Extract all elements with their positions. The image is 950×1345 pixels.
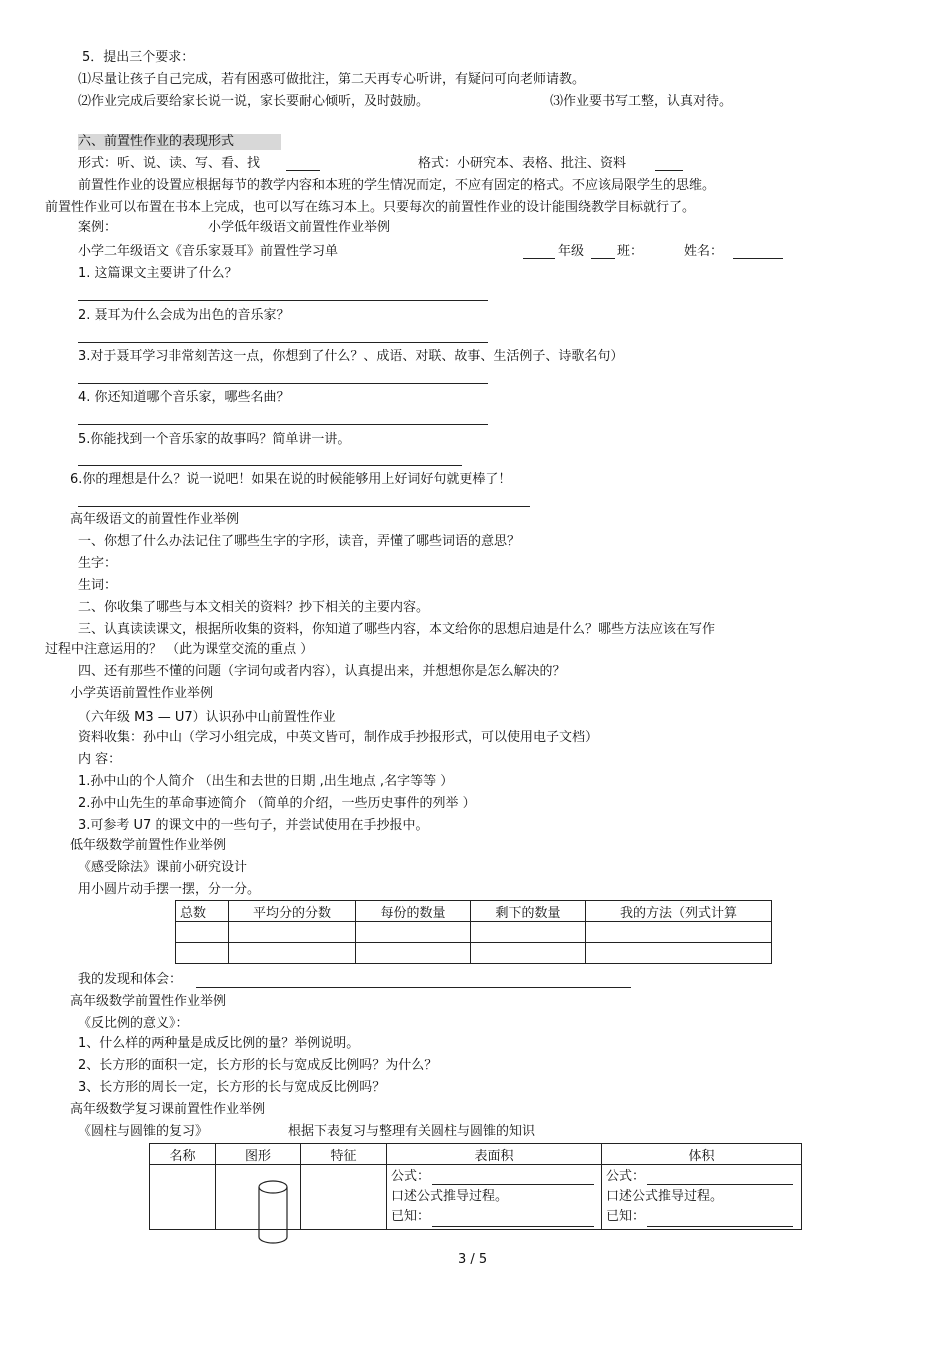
english-item-1: 1.孙中山的个人简介 （出生和去世的日期 ,出生地点 ,名字等等 ） bbox=[78, 774, 454, 789]
grade-blank bbox=[523, 258, 555, 259]
table-header-row bbox=[150, 1144, 802, 1165]
header-each: 每份的数量 bbox=[356, 901, 471, 922]
header-parts: 平均分的分数 bbox=[229, 901, 356, 922]
forms-underline bbox=[286, 170, 320, 171]
page-number: 3 / 5 bbox=[458, 1252, 488, 1267]
header-feature: 特征 bbox=[301, 1144, 387, 1165]
english-item-3: 3.可参考 U7 的课文中的一些句子，并尝试使用在手抄报中。 bbox=[78, 818, 429, 833]
question-5: 5.你能找到一个音乐家的故事吗？简单讲一讲。 bbox=[78, 432, 351, 447]
case-label: 案例： bbox=[78, 220, 118, 235]
section-6-paragraph-2: 前置性作业可以布置在书本上完成，也可以写在练习本上。只要每次的前置性作业的设计能围绕教学目标就行了。 bbox=[45, 200, 696, 215]
high-chinese-q1: 一、你想了什么办法记住了哪些生字的字形，读音，弄懂了哪些词语的意思？ bbox=[78, 534, 521, 549]
english-item-2: 2.孙中山先生的革命事迹简介 （简单的介绍，一些历史事件的列举 ） bbox=[78, 796, 476, 811]
volume-derive-label: 口述公式推导过程。 bbox=[606, 1189, 724, 1204]
name-blank bbox=[733, 258, 783, 259]
surface-derive-label: 口述公式推导过程。 bbox=[391, 1189, 509, 1204]
header-remainder: 剩下的数量 bbox=[471, 901, 586, 922]
forms-line: 形式：听、说、读、写、看、找 bbox=[78, 156, 261, 171]
high-chinese-q3-line1: 三、认真读读课文，根据所收集的资料，你知道了哪些内容，本文给你的思想启迪是什么？哪些方法应该在写作 bbox=[78, 622, 716, 637]
table-header-row bbox=[176, 901, 772, 922]
division-table bbox=[175, 900, 772, 964]
high-chinese-q3-line2: 过程中注意运用的？ （此为课堂交流的重点 ） bbox=[45, 642, 314, 657]
question-4: 4. 你还知道哪个音乐家，哪些名曲？ bbox=[78, 390, 290, 405]
answer-line-1 bbox=[78, 300, 488, 301]
low-math-title: 低年级数学前置性作业举例 bbox=[70, 838, 227, 853]
english-unit: （六年级 M3 — U7）认识孙中山前置性作业 bbox=[78, 710, 336, 725]
answer-line-5 bbox=[78, 465, 462, 466]
finding-blank bbox=[196, 987, 631, 988]
case-title: 小学低年级语文前置性作业举例 bbox=[208, 220, 391, 235]
high-math-subtitle: 《反比例的意义》： bbox=[78, 1016, 189, 1031]
high-chinese-q4: 四、还有那些不懂的问题（字词句或者内容），认真提出来，并想想你是怎么解决的？ bbox=[78, 664, 566, 679]
formats-underline bbox=[655, 170, 683, 171]
cylinder-icon bbox=[255, 1177, 291, 1249]
name-label: 姓名： bbox=[684, 244, 724, 259]
question-2: 2. 聂耳为什么会成为出色的音乐家？ bbox=[78, 308, 290, 323]
surface-known-blank bbox=[432, 1226, 594, 1227]
surface-known-label: 已知： bbox=[391, 1209, 431, 1224]
section-6-title: 六、前置性作业的表现形式 bbox=[78, 134, 281, 150]
surface-formula-label: 公式： bbox=[391, 1169, 431, 1184]
answer-line-4 bbox=[78, 424, 488, 425]
answer-line-6 bbox=[78, 506, 530, 507]
english-title: 小学英语前置性作业举例 bbox=[70, 686, 214, 701]
answer-line-2 bbox=[78, 342, 488, 343]
table-row bbox=[176, 922, 772, 943]
high-chinese-q2: 二、你收集了哪些与本文相关的资料？抄下相关的主要内容。 bbox=[78, 600, 430, 615]
high-math-q1: 1、什么样的两种量是成反比例的量？举例说明。 bbox=[78, 1036, 360, 1051]
header-total: 总数 bbox=[176, 901, 229, 922]
review-title: 高年级数学复习课前置性作业举例 bbox=[70, 1102, 266, 1117]
new-characters-label: 生字： bbox=[78, 556, 118, 571]
volume-formula-label: 公式： bbox=[606, 1169, 646, 1184]
high-math-title: 高年级数学前置性作业举例 bbox=[70, 994, 227, 1009]
requirement-3: ⑶作业要书写工整，认真对待。 bbox=[550, 94, 733, 109]
header-shape: 图形 bbox=[216, 1144, 301, 1165]
high-chinese-title: 高年级语文的前置性作业举例 bbox=[70, 512, 240, 527]
low-math-subtitle: 《感受除法》课前小研究设计 bbox=[78, 860, 248, 875]
question-1: 1. 这篇课文主要讲了什么？ bbox=[78, 266, 238, 281]
header-name: 名称 bbox=[150, 1144, 216, 1165]
requirement-1: ⑴尽量让孩子自己完成，若有困惑可做批注，第二天再专心听讲，有疑问可向老师请教。 bbox=[78, 72, 586, 87]
review-instruction: 根据下表复习与整理有关圆柱与圆锥的知识 bbox=[288, 1124, 536, 1139]
english-content-label: 内 容： bbox=[78, 752, 122, 767]
header-volume: 体积 bbox=[602, 1144, 802, 1165]
low-math-instruction: 用小圆片动手摆一摆，分一分。 bbox=[78, 882, 261, 897]
table-row bbox=[150, 1165, 802, 1230]
formats-line: 格式：小研究本、表格、批注、资料 bbox=[418, 156, 627, 171]
header-surface: 表面积 bbox=[387, 1144, 602, 1165]
grade-label: 年级 bbox=[558, 244, 585, 259]
requirement-2: ⑵作业完成后要给家长说一说，家长要耐心倾听，及时鼓励。 bbox=[78, 94, 430, 109]
section-6-paragraph-1: 前置性作业的设置应根据每节的教学内容和本班的学生情况而定，不应有固定的格式。不应该局限学生的思维。 bbox=[78, 178, 716, 193]
header-method: 我的方法（列式计算 bbox=[586, 901, 772, 922]
review-subtitle: 《圆柱与圆锥的复习》 bbox=[78, 1124, 209, 1139]
volume-known-label: 已知： bbox=[606, 1209, 646, 1224]
answer-line-3 bbox=[78, 383, 488, 384]
worksheet-title: 小学二年级语文《音乐家聂耳》前置性学习单 bbox=[78, 244, 339, 259]
table-row bbox=[176, 943, 772, 964]
finding-label: 我的发现和体会： bbox=[78, 972, 183, 987]
english-collect: 资料收集：孙中山（学习小组完成，中英文皆可，制作成手抄报形式，可以使用电子文档） bbox=[78, 730, 599, 745]
new-words-label: 生词： bbox=[78, 578, 118, 593]
volume-formula-blank bbox=[647, 1184, 793, 1185]
question-6: 6.你的理想是什么？说一说吧！如果在说的时候能够用上好词好句就更棒了！ bbox=[70, 472, 512, 487]
class-blank bbox=[591, 258, 615, 259]
question-3: 3.对于聂耳学习非常刻苦这一点，你想到了什么？、成语、对联、故事、生活例子、诗歌名句） bbox=[78, 349, 624, 364]
volume-known-blank bbox=[647, 1226, 793, 1227]
requirements-heading: 5．提出三个要求： bbox=[82, 50, 195, 65]
high-math-q2: 2、长方形的面积一定，长方形的长与宽成反比例吗？为什么？ bbox=[78, 1058, 438, 1073]
cylinder-table bbox=[149, 1143, 802, 1230]
class-label: 班： bbox=[617, 244, 644, 259]
high-math-q3: 3、长方形的周长一定，长方形的长与宽成反比例吗？ bbox=[78, 1080, 386, 1095]
surface-formula-blank bbox=[432, 1184, 594, 1185]
